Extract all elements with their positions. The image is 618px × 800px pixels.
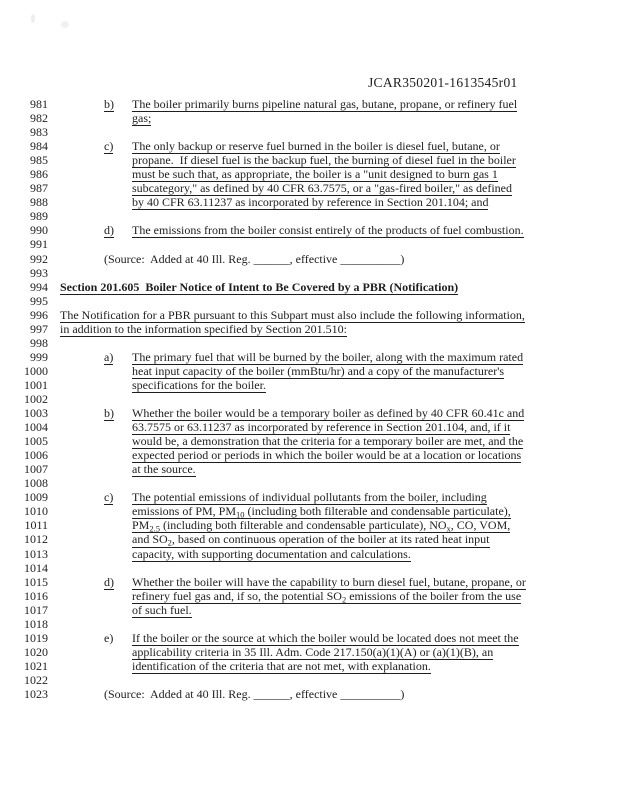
line-text	[132, 462, 196, 477]
line-number: 1015	[24, 574, 48, 589]
line-text	[132, 532, 490, 547]
text-segment: If the boiler or the source at which the boiler would be located does not meet the	[132, 630, 519, 645]
document-line	[0, 364, 618, 378]
document-line	[0, 181, 618, 195]
text-segment: and SO	[132, 532, 168, 547]
text-segment: would be, a demonstration that the criteria for a temporary boiler are met, and the	[132, 434, 524, 449]
text-segment: The potential emissions of individual pollutants from the boiler, including	[132, 490, 487, 505]
text-segment: The only backup or reserve fuel burned in the boiler is diesel fuel, butane, or	[132, 139, 500, 154]
text-segment: Section 201.605 Boiler Notice of Intent to Be Covered by a PBR (Notification)	[60, 279, 459, 294]
subscript-text: 2	[167, 537, 172, 548]
line-number: 991	[30, 237, 48, 252]
line-number: 1008	[24, 476, 48, 491]
text-segment: (including both filterable and condensable particulate), NO	[159, 518, 447, 533]
text-segment: must be such that, as appropriate, the boiler is a "unit designed to burn gas 1	[132, 167, 498, 182]
text-segment: PM	[132, 518, 150, 533]
line-number: 1012	[24, 532, 48, 547]
document-line	[0, 547, 618, 561]
line-text	[132, 659, 431, 674]
line-text	[132, 378, 266, 393]
subscript-text: 10	[236, 509, 245, 520]
document-line	[0, 420, 618, 434]
text-segment: by 40 CFR 63.11237 as incorporated by reference in Section 201.104; and	[132, 195, 489, 210]
line-number: 983	[30, 125, 48, 140]
line-number: 985	[30, 153, 48, 168]
line-number: 992	[30, 251, 48, 266]
line-text	[132, 364, 504, 379]
item-letter: e)	[104, 630, 114, 645]
line-text	[132, 547, 411, 562]
document-line	[0, 589, 618, 603]
text-segment: Whether the boiler will have the capability to burn diesel fuel, butane, propane, or	[132, 574, 526, 589]
line-text	[60, 308, 525, 323]
document-line	[0, 406, 618, 420]
line-number: 996	[30, 307, 48, 322]
document-line	[0, 575, 618, 589]
line-text	[132, 448, 521, 463]
line-text	[132, 518, 510, 533]
line-text	[104, 252, 404, 266]
line-number: 990	[30, 223, 48, 238]
line-number: 1009	[24, 490, 48, 505]
document-line	[0, 125, 618, 139]
line-number: 1010	[24, 504, 48, 519]
item-letter: b)	[104, 97, 114, 111]
section-heading	[60, 280, 458, 295]
text-segment: refinery fuel gas and, if so, the potential SO	[132, 588, 342, 603]
line-number: 1002	[24, 391, 48, 406]
line-text	[132, 223, 524, 238]
line-number: 995	[30, 293, 48, 308]
line-number: 984	[30, 139, 48, 154]
text-segment: , CO, VOM,	[450, 518, 511, 533]
line-text	[132, 97, 517, 112]
document-line	[0, 209, 618, 223]
line-text	[132, 111, 151, 126]
document-line	[0, 673, 618, 687]
line-number: 1020	[24, 644, 48, 659]
text-segment: 63.7575 or 63.11237 as incorporated by reference in Section 201.104, and, if it	[132, 420, 511, 435]
document-line	[0, 603, 618, 617]
line-text	[132, 645, 493, 660]
document-line	[0, 280, 618, 294]
document-line	[0, 434, 618, 448]
line-text	[132, 139, 500, 154]
line-text	[132, 504, 511, 519]
document-line	[0, 448, 618, 462]
line-text	[104, 687, 404, 701]
text-segment: (including both filterable and condensable particulate),	[244, 504, 511, 519]
document-line	[0, 350, 618, 364]
document-line	[0, 378, 618, 392]
line-number: 997	[30, 321, 48, 336]
item-letter: c)	[104, 139, 114, 154]
line-text	[132, 167, 498, 182]
line-number: 1003	[24, 406, 48, 421]
document-line	[0, 476, 618, 490]
document-line	[0, 308, 618, 322]
line-text	[132, 195, 488, 210]
line-number: 988	[30, 195, 48, 210]
document-line	[0, 294, 618, 308]
text-segment: (Source: Added at 40 Ill. Reg. ______, effective __________)	[104, 686, 405, 701]
text-segment: The boiler primarily burns pipeline natural gas, butane, propane, or refinery fuel	[132, 97, 518, 111]
text-segment: The Notification for a PBR pursuant to this Subpart must also include the following information,	[60, 307, 525, 322]
subscript-text: x	[446, 523, 451, 534]
text-segment: identification of the criteria that are not met, with explanation.	[132, 658, 431, 673]
document-line	[0, 139, 618, 153]
line-text	[132, 575, 526, 590]
document-line	[0, 322, 618, 336]
text-segment: subcategory," as defined by 40 CFR 63.7575, or a "gas-fired boiler," as defined	[132, 181, 513, 196]
line-number: 981	[30, 97, 48, 111]
text-segment: (Source: Added at 40 Ill. Reg. ______, effective __________)	[104, 251, 405, 266]
line-text	[60, 322, 347, 337]
document-line	[0, 237, 618, 251]
document-line	[0, 223, 618, 237]
item-letter: d)	[104, 574, 114, 589]
line-number: 989	[30, 209, 48, 224]
text-segment: The primary fuel that will be burned by the boiler, along with the maximum rated	[132, 349, 524, 364]
line-number: 1007	[24, 462, 48, 477]
item-letter: b)	[104, 406, 114, 421]
line-number: 982	[30, 111, 48, 126]
text-segment: , based on continuous operation of the boiler at its rated heat input	[171, 532, 490, 547]
line-text	[132, 420, 510, 435]
line-number: 1023	[24, 686, 48, 701]
text-segment: applicability criteria in 35 Ill. Adm. Code 217.150(a)(1)(A) or (a)(1)(B), an	[132, 644, 494, 659]
text-segment: at the source.	[132, 462, 196, 477]
document-line	[0, 645, 618, 659]
line-number: 1005	[24, 434, 48, 449]
line-number: 1019	[24, 630, 48, 645]
line-number: 1018	[24, 616, 48, 631]
text-segment: heat input capacity of the boiler (mmBtu/hr) and a copy of the manufacturer's	[132, 363, 505, 378]
line-text	[132, 490, 487, 505]
document-line	[0, 195, 618, 209]
line-text	[132, 406, 524, 421]
document-line	[0, 97, 618, 111]
subscript-text: 2.5	[149, 523, 160, 534]
document-line	[0, 266, 618, 280]
document-line	[0, 617, 618, 631]
document-line	[0, 392, 618, 406]
line-text	[132, 350, 523, 365]
item-letter: a)	[104, 349, 114, 364]
line-number: 998	[30, 335, 48, 350]
line-number: 987	[30, 181, 48, 196]
line-text	[132, 434, 523, 449]
document-line	[0, 631, 618, 645]
scan-artifact	[31, 14, 35, 23]
text-segment: emissions of PM, PM	[132, 504, 237, 519]
document-line	[0, 504, 618, 518]
text-segment: gas;	[132, 111, 152, 126]
document-lines	[0, 97, 618, 701]
item-letter: c)	[104, 490, 114, 505]
line-number: 1011	[24, 518, 48, 533]
document-line	[0, 153, 618, 167]
text-segment: expected period or periods in which the boiler would be at a location or locations	[132, 448, 522, 463]
document-line	[0, 252, 618, 266]
document-line	[0, 561, 618, 575]
line-number: 986	[30, 167, 48, 182]
line-number: 993	[30, 265, 48, 280]
line-number: 1006	[24, 448, 48, 463]
document-line	[0, 518, 618, 532]
line-number: 1014	[24, 560, 48, 575]
document-line	[0, 532, 618, 546]
line-number: 999	[30, 349, 48, 364]
line-number: 1000	[24, 363, 48, 378]
text-segment: The emissions from the boiler consist entirely of the products of fuel combustion.	[132, 223, 524, 238]
text-segment: specifications for the boiler.	[132, 377, 266, 392]
line-number: 1013	[24, 546, 48, 561]
document-id-header: JCAR350201-1613545r01	[368, 75, 518, 90]
line-text	[132, 153, 516, 168]
document-line	[0, 659, 618, 673]
text-segment: in addition to the information specified by Section 201.510:	[60, 321, 347, 336]
line-number: 1017	[24, 602, 48, 617]
document-line	[0, 336, 618, 350]
document-line	[0, 462, 618, 476]
line-number: 1004	[24, 420, 48, 435]
scan-artifact	[61, 21, 69, 28]
text-segment: propane. If diesel fuel is the backup fuel, the burning of diesel fuel in the boiler	[132, 153, 516, 168]
text-segment: of such fuel.	[132, 602, 192, 617]
text-segment: Whether the boiler would be a temporary boiler as defined by 40 CFR 60.41c and	[132, 406, 525, 421]
line-number: 1016	[24, 588, 48, 603]
line-text	[132, 603, 192, 618]
line-text	[132, 589, 521, 604]
subscript-text: 2	[341, 594, 347, 605]
line-text	[132, 181, 512, 196]
line-number: 1001	[24, 377, 48, 392]
item-letter: d)	[104, 223, 114, 238]
document-line	[0, 490, 618, 504]
text-segment: emissions of the boiler from the use	[346, 588, 522, 603]
line-number: 994	[30, 279, 48, 294]
document-line	[0, 111, 618, 125]
document-line	[0, 167, 618, 181]
line-text	[132, 631, 519, 646]
document-line	[0, 687, 618, 701]
line-number: 1022	[24, 672, 48, 687]
text-segment: capacity, with supporting documentation and calculations.	[132, 546, 411, 561]
line-number: 1021	[24, 658, 48, 673]
